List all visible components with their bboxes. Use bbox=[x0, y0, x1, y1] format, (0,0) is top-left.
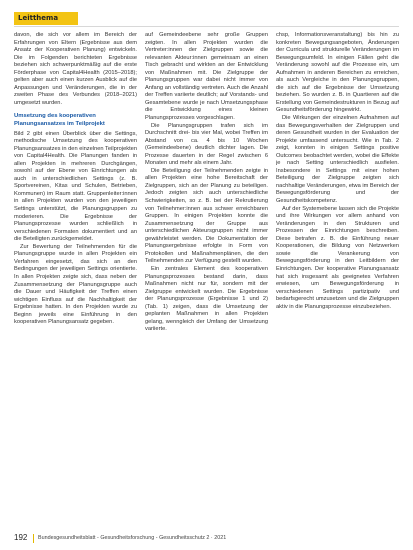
paragraph: Zur Bewertung der Teilnehmenden für die Planungsgruppe wurde in allen Projekten ein Verfahren eingesetzt, das sich an den Bedingungen der jeweiligen Settings orientierte. In allen Projekten zeigte sich, dass neben der Zusammensetzung der Planungsgruppe auch die Dauer und Häufigkeit der Treffen einen wichtigen Einfluss auf die Nachhaltigkeit der Ergebnisse hatten. In den Projekten wurde zu Beginn jeweils eine Einführung in den kooperativen Planungsansatz gegeben. bbox=[14, 243, 137, 326]
section-heading: Umsetzung des kooperativen Planungsansatzes im Teilprojekt bbox=[14, 113, 105, 128]
paragraph: Die Beteiligung der Teilnehmenden zeigte in allen Projekten eine hohe Bereitschaft der Zielgruppen, sich an der Planung zu beteiligen. Jedoch zeigten sich auch unterschiedliche Schwierigkeiten, so z. B. bei der Rekrutierung von Teilnehmer:innen aus schwer erreichbaren Gruppen. In einigen Projekten konnte die Zusammensetzung der Gruppe aus unterschiedlichen Akteursgruppen nicht immer gewährleistet werden. Die Dokumentation der Planungsergebnisse erfolgte in Form von Protokollen und Maßnahmenplänen, die den Teilnehmenden zur Verfügung gestellt wurden. bbox=[145, 167, 268, 265]
text-column-1 bbox=[14, 32, 137, 327]
page-number: 192 bbox=[14, 533, 28, 542]
journal-citation: Bundesgesundheitsblatt - Gesundheitsforschung - Gesundheitsschutz 2 · 2021 bbox=[38, 535, 227, 541]
footer-separator bbox=[33, 534, 34, 543]
paragraph: Bild 2 gibt einen Überblick über die Settings, methodische Umsetzung des kooperativen Planungsansatzes in den einzelnen Teilprojekten von Capital4Health. Die Planungen fanden in allen Projekten in mehreren Durchgängen, sowohl auf der Ebene von Einrichtungen als auch in unterschiedlichen Settings (z. B. Sportvereinen, Kitas und Schulen, Betrieben, Kommunen) im Raum statt. Gruppenleiter:innen in allen Projekten wurden von den jeweiligen Settings unterstützt, die Planungsgruppen zu moderieren. Die Ergebnisse der Planungsprozesse wurden schließlich in verschiedenen Formaten dokumentiert und an die Beteiligten zurückgemeldet. bbox=[14, 130, 137, 243]
section-label: Leitthema bbox=[14, 12, 78, 25]
header-rule bbox=[14, 26, 399, 27]
text-column-3 bbox=[276, 32, 399, 311]
paragraph: Die Planungsgruppen trafen sich im Durchschnitt drei- bis vier Mal, wobei Treffen im Abstand von ca. 4 bis 10 Wochen (Gemeindeebene) deutlich dichter lagen. Die Prozesse dauerten in der Regel zwischen 6 Monaten und mehr als einem Jahr. bbox=[145, 122, 268, 167]
page-footer bbox=[0, 532, 413, 544]
paragraph: auf Gemeindeebene sehr große Gruppen zeigten. In allen Projekten wurden die Vertreter:innen der Zielgruppen sowie die relevanten Akteur:innen gemeinsam an einen Tisch gebracht und wirkten an der Entwicklung von Maßnahmen mit. Die Zielgruppe der Planungsgruppen war dabei nicht immer von Anfang an vollständig vertreten. Auch die Anzahl der Treffen variierte deutlich; auf Vorstands- und Gesamtebene wurde je nach Umsetzungsphase die Entwicklung eines kleinen Planungsprozesses vorgeschlagen. bbox=[145, 32, 268, 122]
paragraph: Ein zentrales Element des kooperativen Planungsprozesses bestand darin, dass Maßnahmen nicht nur für, sondern mit der Zielgruppe entwickelt wurden. Die Ergebnisse der Planungsprozesse (Ergebnisse 1 und 2) (Tab. 1) zeigen, dass die Umsetzung der geplanten Maßnahmen in allen Projekten gelang, wenngleich der Umfang der Umsetzung variierte. bbox=[145, 265, 268, 333]
paragraph: Auf der Systemebene lassen sich die Projekte und ihre Wirkungen vor allem anhand von Veränderungen in den Strukturen und Prozessen der Einrichtungen beschreiben. Diese betrafen z. B. die Einführung neuer Kooperationen, die Bildung von Netzwerken sowie die Verankerung von Bewegungsförderung in den Leitbildern der Einrichtungen. Der kooperative Planungsansatz hat sich insgesamt als geeignetes Verfahren erwiesen, um Bewegungsförderung in verschiedenen Settings partizipativ und bedarfsgerecht umzusetzen und die Zielgruppen aktiv in die Planungsprozesse einzubeziehen. bbox=[276, 205, 399, 310]
text-column-2 bbox=[145, 32, 268, 334]
paragraph: chsp, Informationsveranstaltung) bis hin zu konkreten Bewegungsangeboten, Änderungen der Curricula und strukturelle Veränderungen im Bewegungsumfeld. In einigen Fällen geht die Veränderung sowohl auf die Prozesse ein, um Aufnahmen in anderen Bereichen zu erreichen, als auch Vergleiche in den Planungsgruppen, die sich auf die Ergebnisse der Umsetzung beziehen. So wurden z. B. in Quartieren auf die Erstellung von Gemeindestrukturen in Bezug auf Gesundheitsförderung hingewirkt. bbox=[276, 32, 399, 114]
paragraph: Die Wirkungen der einzelnen Aufnahmen auf das Bewegungsverhalten der Zielgruppen und deren Gesundheit wurden in der Evaluation der Projekte umfassend untersucht. Wie in Tab. 2 zeigt, konnten in einigen Settings positive Outcomes beobachtet werden, wobei die Effekte je nach Setting unterschiedlich ausfielen. Insbesondere in Settings mit einer hohen Beteiligung der Zielgruppe zeigten sich nachhaltige Veränderungen, etwa im Bereich der Bewegungsförderung und der Gesundheitskompetenz. bbox=[276, 115, 399, 205]
paragraph: davon, die sich vor allem im Bereich der Erfahrungen von Eltern (Ergebnisse aus dem Ansatz der Kooperativen Planung) entwickeln. Die im Folgenden berichteten Ergebnisse beziehen sich schwerpunktmäßig auf die erste Förderphase von Capital4Health (2015–2018); gelten aber auch einen kurzen Ausblick auf die Anpassungen und Veränderungen, die in der zweiten Phase des Verbundes (2018–2021) umgesetzt wurden. bbox=[14, 32, 137, 106]
